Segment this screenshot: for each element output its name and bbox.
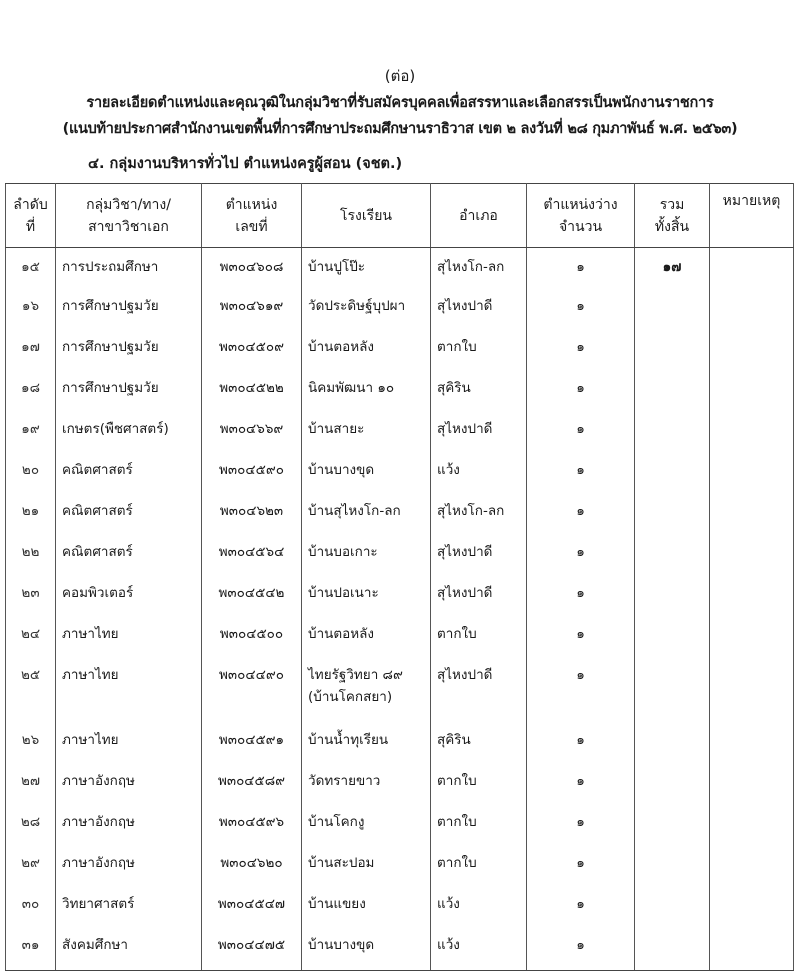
position-code-cell: พ๓๐๔๖๒๓ — [202, 495, 302, 536]
school-cell: บ้านสะปอม — [302, 847, 431, 888]
position-code-cell: พ๓๐๔๕๐๙ — [202, 331, 302, 372]
district-cell: ตากใบ — [431, 765, 527, 806]
table-row — [6, 929, 794, 971]
school-cell: นิคมพัฒนา ๑๐ — [302, 372, 431, 413]
remarks-cell — [710, 659, 794, 724]
row-number: ๒๙ — [6, 847, 56, 888]
position-code-cell: พ๓๐๔๕๙๖ — [202, 806, 302, 847]
total-cell — [635, 847, 710, 888]
table-row — [6, 372, 794, 413]
vacancies-cell: ๑ — [527, 248, 635, 291]
school-cell: บ้านบอเกาะ — [302, 536, 431, 577]
header-vacancies: ตำแหน่งว่าง จำนวน — [527, 184, 635, 248]
subject-cell: คอมพิวเตอร์ — [56, 577, 202, 618]
table-row — [6, 724, 794, 765]
vacancies-cell: ๑ — [527, 536, 635, 577]
district-cell: สุไหงปาดี — [431, 659, 527, 724]
table-row — [6, 765, 794, 806]
total-cell — [635, 454, 710, 495]
subject-cell: การศึกษาปฐมวัย — [56, 331, 202, 372]
remarks-cell — [710, 724, 794, 765]
row-number: ๒๕ — [6, 659, 56, 724]
header-no: ลำดับ ที่ — [6, 184, 56, 248]
position-code-cell: พ๓๐๔๕๔๗ — [202, 888, 302, 929]
row-number: ๒๓ — [6, 577, 56, 618]
row-number: ๑๕ — [6, 248, 56, 291]
school-cell: วัดทรายขาว — [302, 765, 431, 806]
row-number: ๓๐ — [6, 888, 56, 929]
vacancies-cell: ๑ — [527, 290, 635, 331]
row-number: ๑๙ — [6, 413, 56, 454]
positions-table — [5, 183, 794, 971]
remarks-cell — [710, 806, 794, 847]
table-row — [6, 806, 794, 847]
total-cell — [635, 929, 710, 971]
table-row — [6, 413, 794, 454]
total-cell — [635, 372, 710, 413]
header-subject: กลุ่มวิชา/ทาง/ สาขาวิชาเอก — [56, 184, 202, 248]
continued-label: (ต่อ) — [384, 67, 416, 85]
remarks-cell — [710, 290, 794, 331]
row-number: ๓๑ — [6, 929, 56, 971]
remarks-cell — [710, 929, 794, 971]
total-cell — [635, 888, 710, 929]
total-cell — [635, 806, 710, 847]
district-cell: สุคิริน — [431, 724, 527, 765]
header-position-code: ตำแหน่ง เลขที่ — [202, 184, 302, 248]
school-cell: บ้านแขยง — [302, 888, 431, 929]
district-cell: แว้ง — [431, 454, 527, 495]
district-cell: สุไหงโก-ลก — [431, 495, 527, 536]
district-cell: สุไหงโก-ลก — [431, 248, 527, 291]
row-number: ๒๒ — [6, 536, 56, 577]
school-cell: วัดประดิษฐ์บุปผา — [302, 290, 431, 331]
header-school: โรงเรียน — [302, 184, 431, 248]
district-cell: แว้ง — [431, 888, 527, 929]
remarks-cell — [710, 413, 794, 454]
subject-cell: สังคมศึกษา — [56, 929, 202, 971]
vacancies-cell: ๑ — [527, 888, 635, 929]
school-cell: บ้านตอหลัง — [302, 331, 431, 372]
vacancies-cell: ๑ — [527, 659, 635, 724]
header-remarks: หมายเหตุ — [710, 184, 794, 248]
remarks-cell — [710, 618, 794, 659]
total-cell: ๑๗ — [635, 248, 710, 291]
row-number: ๒๖ — [6, 724, 56, 765]
table-row — [6, 331, 794, 372]
school-cell: ไทยรัฐวิทยา ๘๙ (บ้านโคกสยา) — [302, 659, 431, 724]
table-row — [6, 888, 794, 929]
district-cell: ตากใบ — [431, 806, 527, 847]
vacancies-cell: ๑ — [527, 495, 635, 536]
subject-cell: ภาษาไทย — [56, 659, 202, 724]
subject-cell: คณิตศาสตร์ — [56, 495, 202, 536]
district-cell: ตากใบ — [431, 847, 527, 888]
subject-cell: ภาษาไทย — [56, 724, 202, 765]
position-code-cell: พ๓๐๔๕๘๙ — [202, 765, 302, 806]
row-number: ๒๗ — [6, 765, 56, 806]
position-code-cell: พ๓๐๔๕๙๑ — [202, 724, 302, 765]
vacancies-cell: ๑ — [527, 413, 635, 454]
row-number: ๒๐ — [6, 454, 56, 495]
vacancies-cell: ๑ — [527, 847, 635, 888]
total-cell — [635, 659, 710, 724]
row-number: ๑๘ — [6, 372, 56, 413]
row-number: ๒๔ — [6, 618, 56, 659]
remarks-cell — [710, 372, 794, 413]
school-cell: บ้านปอเนาะ — [302, 577, 431, 618]
vacancies-cell: ๑ — [527, 454, 635, 495]
total-cell — [635, 618, 710, 659]
subject-cell: การประถมศึกษา — [56, 248, 202, 291]
table-row — [6, 659, 794, 724]
position-code-cell: พ๓๐๔๖๒๐ — [202, 847, 302, 888]
remarks-cell — [710, 454, 794, 495]
subject-cell: เกษตร(พืชศาสตร์) — [56, 413, 202, 454]
position-code-cell: พ๓๐๔๕๙๐ — [202, 454, 302, 495]
vacancies-cell: ๑ — [527, 618, 635, 659]
remarks-cell — [710, 765, 794, 806]
position-code-cell: พ๓๐๔๖๐๘ — [202, 248, 302, 291]
vacancies-cell: ๑ — [527, 765, 635, 806]
remarks-cell — [710, 577, 794, 618]
school-cell: บ้านโคกงู — [302, 806, 431, 847]
subject-cell: คณิตศาสตร์ — [56, 454, 202, 495]
subject-cell: การศึกษาปฐมวัย — [56, 372, 202, 413]
remarks-cell — [710, 248, 794, 291]
position-code-cell: พ๓๐๔๔๙๐ — [202, 659, 302, 724]
remarks-cell — [710, 888, 794, 929]
remarks-cell — [710, 495, 794, 536]
subject-cell: ภาษาอังกฤษ — [56, 806, 202, 847]
total-cell — [635, 724, 710, 765]
vacancies-cell: ๑ — [527, 331, 635, 372]
position-code-cell: พ๓๐๔๖๖๙ — [202, 413, 302, 454]
subject-cell: ภาษาไทย — [56, 618, 202, 659]
school-cell: บ้านสุไหงโก-ลก — [302, 495, 431, 536]
remarks-cell — [710, 847, 794, 888]
row-number: ๑๖ — [6, 290, 56, 331]
table-row — [6, 454, 794, 495]
school-cell: บ้านบางขุด — [302, 929, 431, 971]
total-cell — [635, 495, 710, 536]
section-heading: ๔. กลุ่มงานบริหารทั่วไป ตำแหน่งครูผู้สอน (จชต.) — [88, 156, 403, 172]
document-title: รายละเอียดตำแหน่งและคุณวุฒิในกลุ่มวิชาที่รับสมัครบุคคลเพื่อสรรหาและเลือกสรรเป็นพนักงานราชการ — [86, 95, 714, 111]
school-cell: บ้านสายะ — [302, 413, 431, 454]
district-cell: สุไหงปาดี — [431, 577, 527, 618]
vacancies-cell: ๑ — [527, 577, 635, 618]
district-cell: สุไหงปาดี — [431, 290, 527, 331]
total-cell — [635, 765, 710, 806]
header-total: รวม ทั้งสิ้น — [635, 184, 710, 248]
position-code-cell: พ๓๐๔๔๗๕ — [202, 929, 302, 971]
district-cell: แว้ง — [431, 929, 527, 971]
table-header-row — [6, 184, 794, 248]
remarks-cell — [710, 536, 794, 577]
row-number: ๒๑ — [6, 495, 56, 536]
position-code-cell: พ๓๐๔๕๔๒ — [202, 577, 302, 618]
subject-cell: ภาษาอังกฤษ — [56, 765, 202, 806]
row-number: ๒๘ — [6, 806, 56, 847]
subject-cell: ภาษาอังกฤษ — [56, 847, 202, 888]
header-district: อำเภอ — [431, 184, 527, 248]
subject-cell: การศึกษาปฐมวัย — [56, 290, 202, 331]
school-cell: บ้านน้ำทุเรียน — [302, 724, 431, 765]
position-code-cell: พ๓๐๔๕๖๔ — [202, 536, 302, 577]
subject-cell: คณิตศาสตร์ — [56, 536, 202, 577]
total-cell — [635, 536, 710, 577]
table-row — [6, 577, 794, 618]
position-code-cell: พ๓๐๔๖๑๙ — [202, 290, 302, 331]
total-cell — [635, 331, 710, 372]
position-code-cell: พ๓๐๔๕๐๐ — [202, 618, 302, 659]
document-subtitle: (แนบท้ายประกาศสำนักงานเขตพื้นที่การศึกษาประถมศึกษานราธิวาส เขต ๒ ลงวันที่ ๒๘ กุมภาพันธ์ พ.ศ. ๒๕๖๓) — [62, 121, 738, 137]
school-cell: บ้านบางขุด — [302, 454, 431, 495]
district-cell: ตากใบ — [431, 331, 527, 372]
district-cell: ตากใบ — [431, 618, 527, 659]
school-cell: บ้านตอหลัง — [302, 618, 431, 659]
position-code-cell: พ๓๐๔๕๒๒ — [202, 372, 302, 413]
vacancies-cell: ๑ — [527, 372, 635, 413]
school-cell: บ้านปูโป๊ะ — [302, 248, 431, 291]
district-cell: สุคิริน — [431, 372, 527, 413]
district-cell: สุไหงปาดี — [431, 413, 527, 454]
table-row — [6, 290, 794, 331]
table-row — [6, 495, 794, 536]
remarks-cell — [710, 331, 794, 372]
vacancies-cell: ๑ — [527, 806, 635, 847]
table-row — [6, 847, 794, 888]
subject-cell: วิทยาศาสตร์ — [56, 888, 202, 929]
district-cell: สุไหงปาดี — [431, 536, 527, 577]
row-number: ๑๗ — [6, 331, 56, 372]
vacancies-cell: ๑ — [527, 724, 635, 765]
total-cell — [635, 413, 710, 454]
vacancies-cell: ๑ — [527, 929, 635, 971]
total-cell — [635, 577, 710, 618]
table-row — [6, 536, 794, 577]
table-row — [6, 248, 794, 291]
table-row — [6, 618, 794, 659]
total-cell — [635, 290, 710, 331]
